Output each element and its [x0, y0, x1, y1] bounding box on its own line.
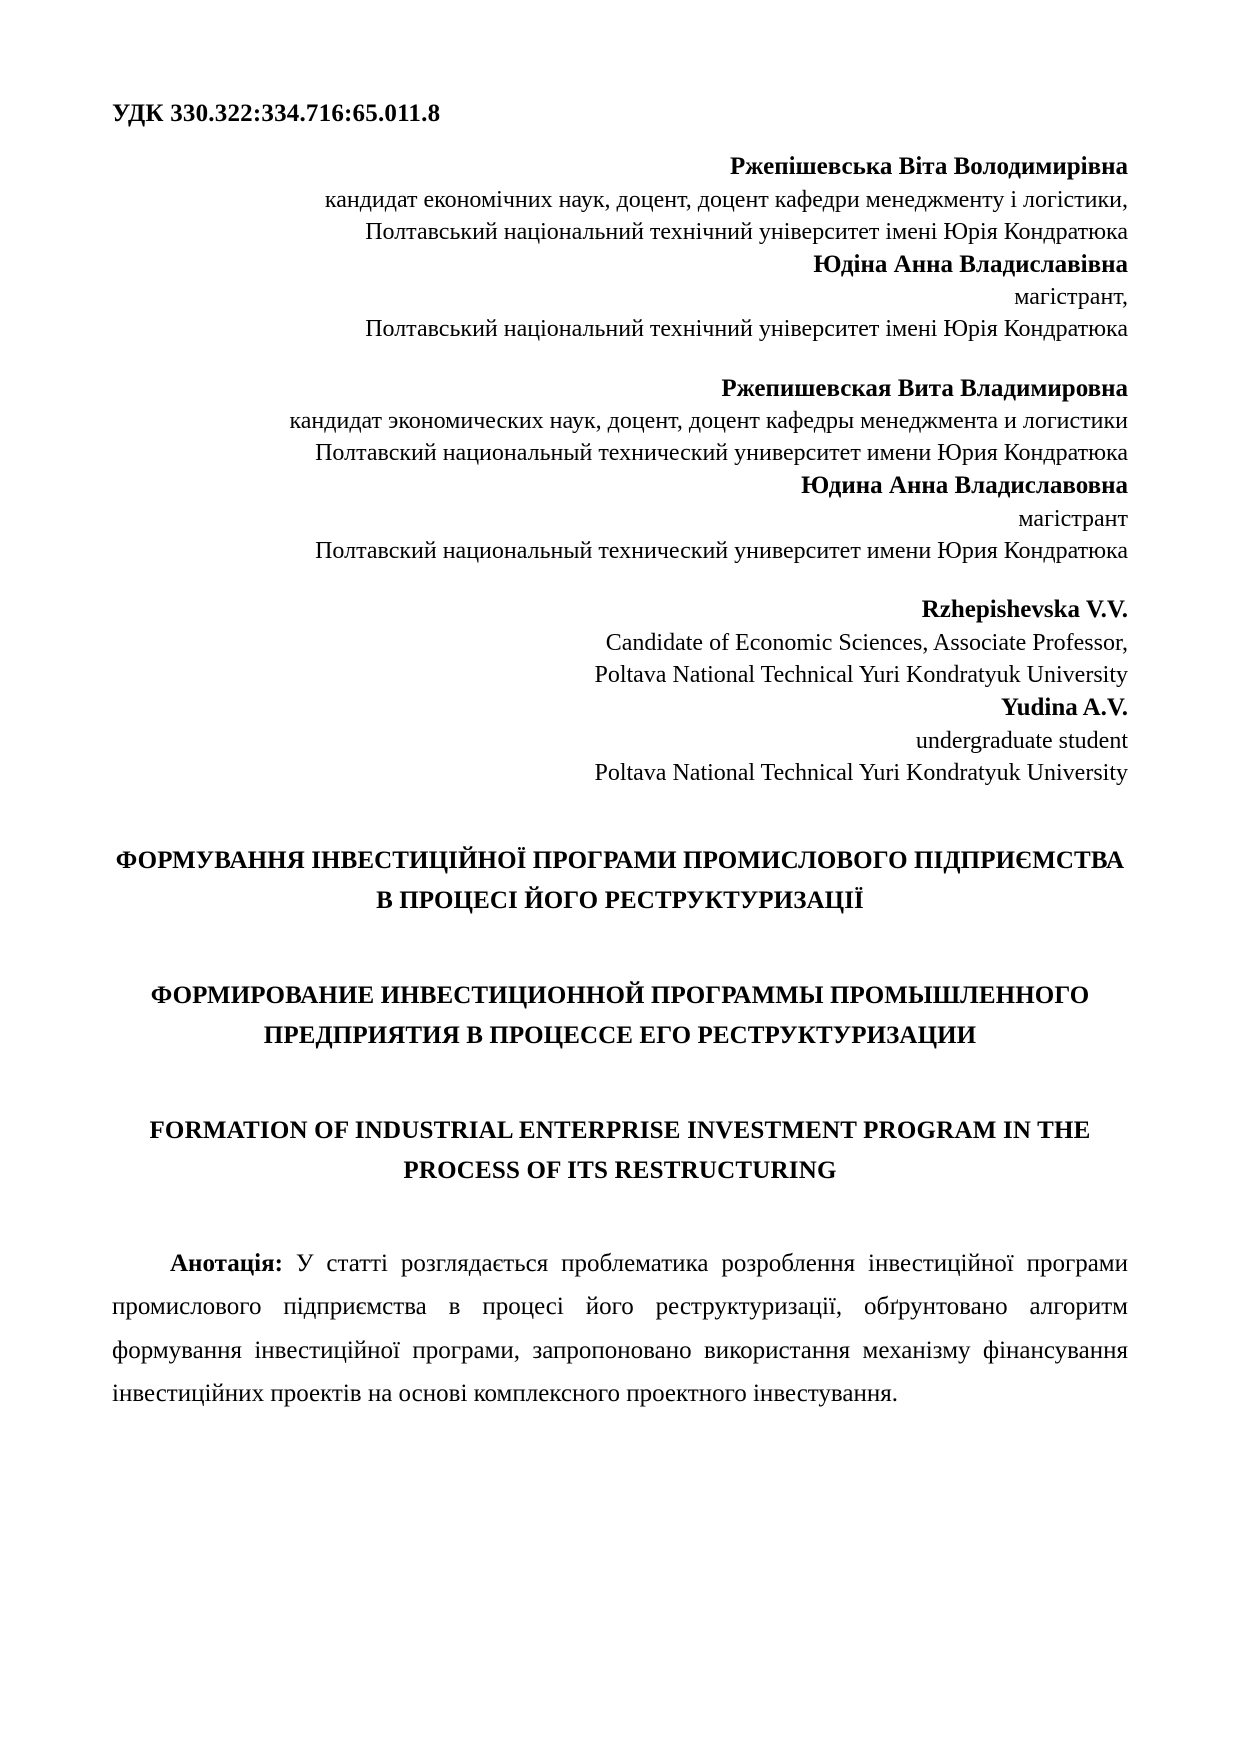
author-name: Ржепишевская Вита Владимировна [721, 374, 1128, 402]
author-name: Юдіна Анна Владиславівна [813, 250, 1128, 278]
author-affiliation: Poltava National Technical Yuri Kondratyuk University [594, 661, 1128, 688]
author-affiliation: Полтавський національний технічний університет імені Юрія Кондратюка [365, 218, 1128, 245]
author-affiliation: кандидат экономических наук, доцент, доцент кафедры менеджмента и логистики [289, 408, 1128, 435]
author-affiliation: Полтавський національний технічний університет імені Юрія Кондратюка [365, 316, 1128, 343]
author-name: Ржепішевська Віта Володимирівна [730, 153, 1128, 180]
author-affiliation: Poltava National Technical Yuri Kondratyuk University [594, 759, 1128, 786]
authors-russian [112, 372, 1128, 568]
author-affiliation: магістрант [1018, 505, 1128, 532]
author-name: Rzhepishevska V.V. [921, 596, 1128, 624]
author-affiliation: Полтавский национальный технический университет имени Юрия Кондратюка [315, 440, 1128, 467]
author-affiliation: магістрант, [1014, 284, 1128, 311]
udk-code: УДК 330.322:334.716:65.011.8 [112, 100, 441, 127]
author-name: Юдина Анна Владиславовна [801, 472, 1128, 500]
author-name: Yudina A.V. [1000, 694, 1128, 722]
author-affiliation: Candidate of Economic Sciences, Associate Professor, [605, 629, 1128, 656]
article-title-ukrainian: ФОРМУВАННЯ ІНВЕСТИЦІЙНОЇ ПРОГРАМИ ПРОМИСЛОВОГО ПІДПРИЄМСТВА В ПРОЦЕСІ ЙОГО РЕСТРУКТУРИЗАЦІЇ [115, 846, 1125, 915]
abstract-text: У статті розглядається проблематика розроблення інвестиційної програми промислового підприємства в процесі його реструктуризації, обґрунтовано алгоритм формування інвестиційної програми, запропоновано використання механізму фінансування інвестиційних проектів на основі комплексного проектного інвестування. [112, 1249, 1128, 1408]
article-title-russian: ФОРМИРОВАНИЕ ИНВЕСТИЦИОННОЙ ПРОГРАММЫ ПРОМЫШЛЕННОГО ПРЕДПРИЯТИЯ В ПРОЦЕССЕ ЕГО РЕСТРУКТУРИЗАЦИИ [150, 981, 1090, 1050]
author-affiliation: кандидат економічних наук, доцент, доцент кафедри менеджменту і логістики, [324, 186, 1128, 213]
article-title-english: FORMATION OF INDUSTRIAL ENTERPRISE INVESTMENT PROGRAM IN THE PROCESS OF ITS RESTRUCTURING [149, 1116, 1091, 1185]
author-affiliation: undergraduate student [915, 727, 1128, 754]
author-affiliation: Полтавский национальный технический университет имени Юрия Кондратюка [315, 538, 1128, 565]
abstract-paragraph [112, 1242, 1128, 1416]
authors-ukrainian [112, 150, 1128, 346]
authors-english [112, 593, 1128, 789]
abstract-label: Анотація: [170, 1249, 283, 1277]
